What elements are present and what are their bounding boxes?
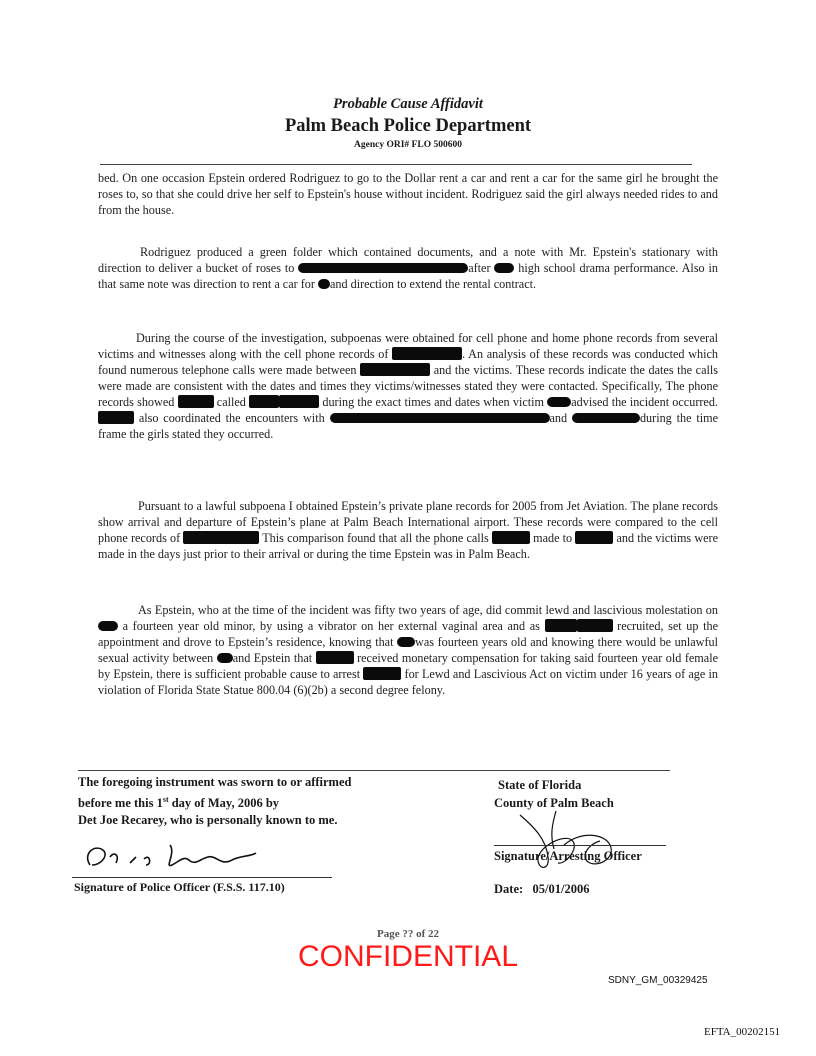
redaction — [392, 347, 462, 360]
agency-ori: Agency ORI# FLO 500600 — [354, 140, 462, 150]
affidavit-subtitle: Probable Cause Affidavit — [333, 96, 483, 112]
redaction — [178, 395, 214, 408]
p3-text-h: and — [549, 411, 572, 425]
county-label: County of Palm Beach — [494, 796, 614, 810]
redaction — [572, 413, 640, 423]
sworn-line-3: Det Joe Recarey, who is personally known to me. — [78, 813, 338, 828]
p5-text-g: for Lewd and Lascivious Act on victim under 16 years of age in violation of Florida State Statue 800.04 (6)(2b) a second degree felony. — [98, 667, 718, 697]
date-value: 05/01/2006 — [532, 882, 590, 896]
redaction — [217, 653, 233, 663]
sworn-line-2: before me this 1st day of May, 2006 by — [78, 795, 280, 811]
page-number: Page ?? of 22 — [376, 928, 439, 940]
p3-text-e: during the exact times and dates when victim — [319, 395, 548, 409]
bates-number-efta: EFTA_00202151 — [704, 1026, 781, 1038]
p3-text-g: also coordinated the encounters with — [134, 411, 330, 425]
p3-text-a: During the course of the investigation, subpoenas were obtained for cell phone and home phone records from several victims and witnesses along with the cell phone records of — [98, 331, 718, 361]
redaction — [360, 363, 430, 376]
redaction — [547, 397, 571, 407]
redaction — [98, 411, 134, 424]
p4-text-b: This comparison found that all the phone calls — [259, 531, 492, 545]
police-sig-label: Signature of Police Officer (F.S.S. 117.10) — [74, 880, 285, 894]
p5-text-c: recruited, set up the appointment and drove to Epstein’s residence, knowing that — [98, 619, 719, 649]
arresting-sig-label: Signature/Arresting Officer — [494, 849, 642, 863]
header-divider — [100, 164, 692, 165]
confidential-stamp: CONFIDENTIAL — [297, 940, 519, 973]
redaction — [316, 651, 354, 664]
p3-text-d: called — [213, 395, 250, 409]
paragraph-3 — [98, 330, 718, 442]
p3-text-c: and the victims. These records indicate the dates the calls were made are consistent with the dates and times they victims/witnesses stated they were contacted. Specifically, The phone records showed — [98, 363, 718, 409]
p4-text-d: and the victims were made in the days just prior to their arrival or during the time Epstein was in Palm Beach. — [98, 531, 718, 561]
footer-divider — [78, 770, 670, 771]
date-label: Date: — [494, 882, 524, 896]
department-title: Palm Beach Police Department — [284, 116, 532, 136]
redaction — [318, 279, 330, 289]
paragraph-5 — [98, 602, 718, 698]
p2-text-b: after — [468, 261, 495, 275]
bates-number-sdny: SDNY_GM_00329425 — [608, 975, 708, 986]
date-row — [494, 881, 589, 898]
redaction — [330, 413, 550, 423]
p2-text-d: and direction to extend the rental contract. — [329, 277, 537, 291]
p4-text-c: made to — [529, 531, 576, 545]
p4-text-a: Pursuant to a lawful subpoena I obtained Epstein’s private plane records for 2005 from Jet Aviation. The plane records show arrival and departure of Epstein’s plane at Palm Beach International airport. These records were compared to the cell phone records of — [98, 499, 718, 545]
redaction — [363, 667, 401, 680]
redaction — [494, 263, 514, 273]
redaction — [298, 263, 468, 273]
p5-text-a: As Epstein, who at the time of the incident was fifty two years of age, did commit lewd and lascivious molestation on — [138, 603, 718, 617]
paragraph-2 — [98, 244, 718, 292]
sworn-line-1: The foregoing instrument was sworn to or affirmed — [78, 775, 352, 789]
paragraph-4 — [98, 498, 718, 562]
p3-text-f: advised the incident occurred. — [571, 395, 718, 409]
sworn-statement — [78, 774, 418, 829]
redaction — [249, 395, 279, 408]
redaction — [545, 619, 577, 632]
redaction — [492, 531, 530, 544]
paragraph-1 — [98, 170, 718, 218]
p2-text-c: high school drama performance. Also in that same note was direction to rent a car for — [98, 261, 719, 291]
p1-text: bed. On one occasion Epstein ordered Rodriguez to go to the Dollar rent a car and rent a car for the same girl he brought the roses to, so that she could drive her self to Epstein's house without incident. Rodriguez said the girl always needed rides to and from the house. — [98, 171, 718, 217]
p5-text-d: was fourteen years old and knowing there would be unlawful sexual activity between — [98, 635, 718, 665]
redaction — [397, 637, 415, 647]
p3-text-i: during the time frame the girls stated they occurred. — [98, 411, 718, 441]
police-officer-signature — [80, 835, 310, 883]
redaction — [183, 531, 259, 544]
arresting-sig-line — [494, 845, 666, 846]
redaction — [577, 619, 613, 632]
p5-text-e: and Epstein that — [232, 651, 316, 665]
p2-text-a: Rodriguez produced a green folder which contained documents, and a note with Mr. Epstein's stationary with direction to deliver a bucket of roses to — [98, 245, 718, 275]
state-label: State of Florida — [498, 778, 582, 792]
p5-text-b: a fourteen year old minor, by using a vibrator on her external vaginal area and as — [118, 619, 545, 633]
p3-text-b: . An analysis of these records was conducted which found numerous telephone calls were made between — [98, 347, 718, 377]
redaction — [575, 531, 613, 544]
p5-text-f: received monetary compensation for taking said fourteen year old female by Epstein, there is sufficient probable cause to arrest — [98, 651, 718, 681]
police-sig-line — [72, 877, 332, 878]
redaction — [279, 395, 319, 408]
redaction — [98, 621, 118, 631]
